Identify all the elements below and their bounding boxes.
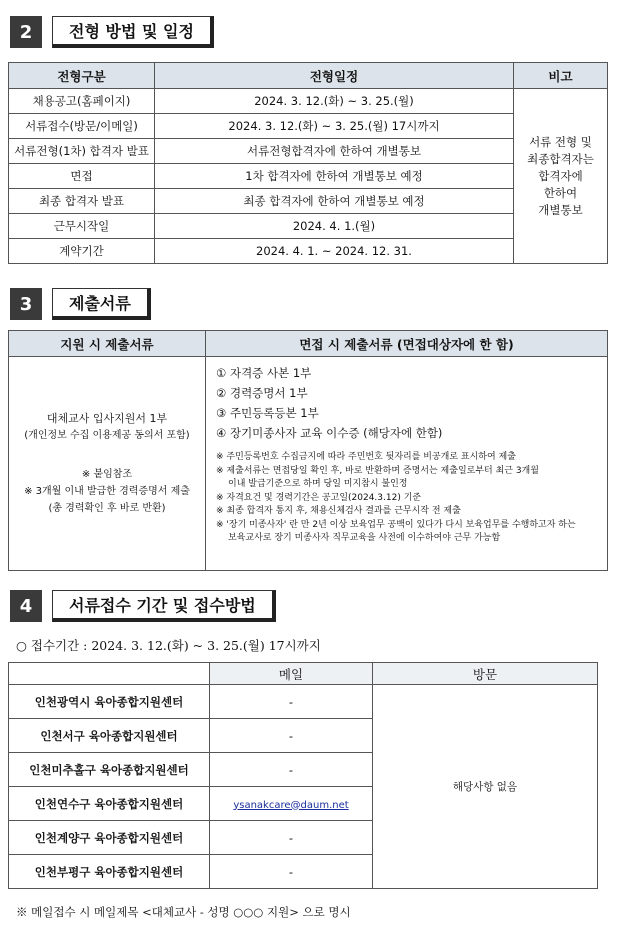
row-type: 근무시작일 — [9, 214, 155, 239]
apply-docs-cell — [9, 357, 206, 571]
center-name: 인천미추홀구 육아종합지원센터 — [9, 753, 210, 787]
header-schedule: 전형일정 — [155, 63, 514, 89]
remark-line: 개별통보 — [538, 202, 583, 217]
header-visit: 방문 — [373, 663, 598, 685]
remark-line: 최종합격자는 — [527, 151, 594, 166]
interview-doc: ① 자격증 사본 1부 — [216, 366, 312, 380]
row-schedule: 2024. 4. 1. ~ 2024. 12. 31. — [155, 239, 514, 264]
interview-note: 보육교사로 장기 미종사자 직무교육을 사전에 이수하여야 근무 가능함 — [228, 533, 501, 543]
center-name: 인천연수구 육아종합지원센터 — [9, 787, 210, 821]
section-4-header — [10, 590, 276, 622]
center-name: 인천광역시 육아종합지원센터 — [9, 685, 210, 719]
row-type: 최종 합격자 발표 — [9, 189, 155, 214]
remark-line: 한하여 — [543, 185, 578, 200]
documents-table — [8, 330, 608, 571]
center-mail: - — [210, 855, 373, 889]
header-mail: 메일 — [210, 663, 373, 685]
section-4-title: 서류접수 기간 및 접수방법 — [52, 590, 276, 622]
apply-doc-sub: (개인정보 수집 이용제공 동의서 포함) — [24, 430, 190, 441]
header-center — [9, 663, 210, 685]
row-type: 서류접수(방문/이메일) — [9, 114, 155, 139]
center-mail: - — [210, 685, 373, 719]
row-type: 서류전형(1차) 합격자 발표 — [9, 139, 155, 164]
center-name: 인천부평구 육아종합지원센터 — [9, 855, 210, 889]
apply-note: (총 경력확인 후 바로 반환) — [48, 503, 166, 514]
interview-doc: ③ 주민등록등본 1부 — [216, 406, 319, 420]
section-3-header — [10, 288, 151, 320]
row-schedule: 2024. 3. 12.(화) ~ 3. 25.(월) — [155, 89, 514, 114]
center-mail: - — [210, 821, 373, 855]
center-mail-cell — [210, 787, 373, 821]
section-4-number: 4 — [10, 590, 42, 622]
application-period: ○ 접수기간 : 2024. 3. 12.(화) ~ 3. 25.(월) 17시까지 — [16, 638, 321, 653]
interview-doc: ④ 장기미종사자 교육 이수증 (해당자에 한함) — [216, 426, 443, 440]
header-type: 전형구분 — [9, 63, 155, 89]
schedule-table — [8, 62, 608, 264]
interview-docs-cell — [206, 357, 608, 571]
header-interview-docs: 면접 시 제출서류 (면접대상자에 한 함) — [206, 331, 608, 357]
interview-note: ※ 제출서류는 면접당일 확인 후, 바로 반환하며 증명서는 제출일로부터 최근 3개월 — [216, 465, 539, 476]
section-3-title: 제출서류 — [52, 288, 151, 320]
email-link[interactable]: ysanakcare@daum.net — [233, 799, 349, 811]
interview-note: 이내 발급기준으로 하며 당일 미지참시 불인정 — [228, 479, 408, 489]
interview-note: ※ '장기 미종사자' 란 만 2년 이상 보육업무 공백이 있다가 다시 보육업무를 수행하고자 하는 — [216, 519, 576, 530]
submission-table — [8, 662, 598, 889]
mail-subject-note: ※ 메일접수 시 메일제목 <대체교사 - 성명 ○○○ 지원> 으로 명시 — [16, 905, 351, 919]
row-schedule: 서류전형합격자에 한하여 개별통보 — [155, 139, 514, 164]
visit-cell: 해당사항 없음 — [373, 685, 598, 889]
section-2-number: 2 — [10, 16, 42, 48]
apply-doc: 대체교사 입사지원서 1부 — [46, 412, 168, 425]
row-schedule: 최종 합격자에 한하여 개별통보 예정 — [155, 189, 514, 214]
center-name: 인천서구 육아종합지원센터 — [9, 719, 210, 753]
interview-note: ※ 자격요건 및 경력기간은 공고일(2024.3.12) 기준 — [216, 492, 422, 503]
interview-note: ※ 주민등록번호 수집금지에 따라 주민번호 뒷자리를 비공개로 표시하여 제출 — [216, 452, 516, 462]
header-remark: 비고 — [514, 63, 608, 89]
remark-line: 서류 전형 및 — [529, 134, 592, 149]
apply-note: ※ 3개월 이내 발급한 경력증명서 제출 — [24, 486, 190, 497]
section-3-number: 3 — [10, 288, 42, 320]
center-mail: - — [210, 753, 373, 787]
interview-note: ※ 최종 합격자 통지 후, 채용신체검사 결과를 근무시작 전 제출 — [216, 506, 461, 516]
row-type: 면접 — [9, 164, 155, 189]
center-name: 인천계양구 육아종합지원센터 — [9, 821, 210, 855]
row-type: 계약기간 — [9, 239, 155, 264]
interview-doc: ② 경력증명서 1부 — [216, 386, 308, 400]
row-schedule: 2024. 3. 12.(화) ~ 3. 25.(월) 17시까지 — [155, 114, 514, 139]
center-mail: - — [210, 719, 373, 753]
apply-note: ※ 붙임참조 — [81, 469, 133, 480]
remark-cell — [514, 89, 608, 264]
remark-line: 합격자에 — [538, 168, 583, 183]
row-schedule: 1차 합격자에 한하여 개별통보 예정 — [155, 164, 514, 189]
section-2-title: 전형 방법 및 일정 — [52, 16, 214, 48]
row-schedule: 2024. 4. 1.(월) — [155, 214, 514, 239]
section-2-header — [10, 16, 214, 48]
row-type: 채용공고(홈페이지) — [9, 89, 155, 114]
header-apply-docs: 지원 시 제출서류 — [9, 331, 206, 357]
